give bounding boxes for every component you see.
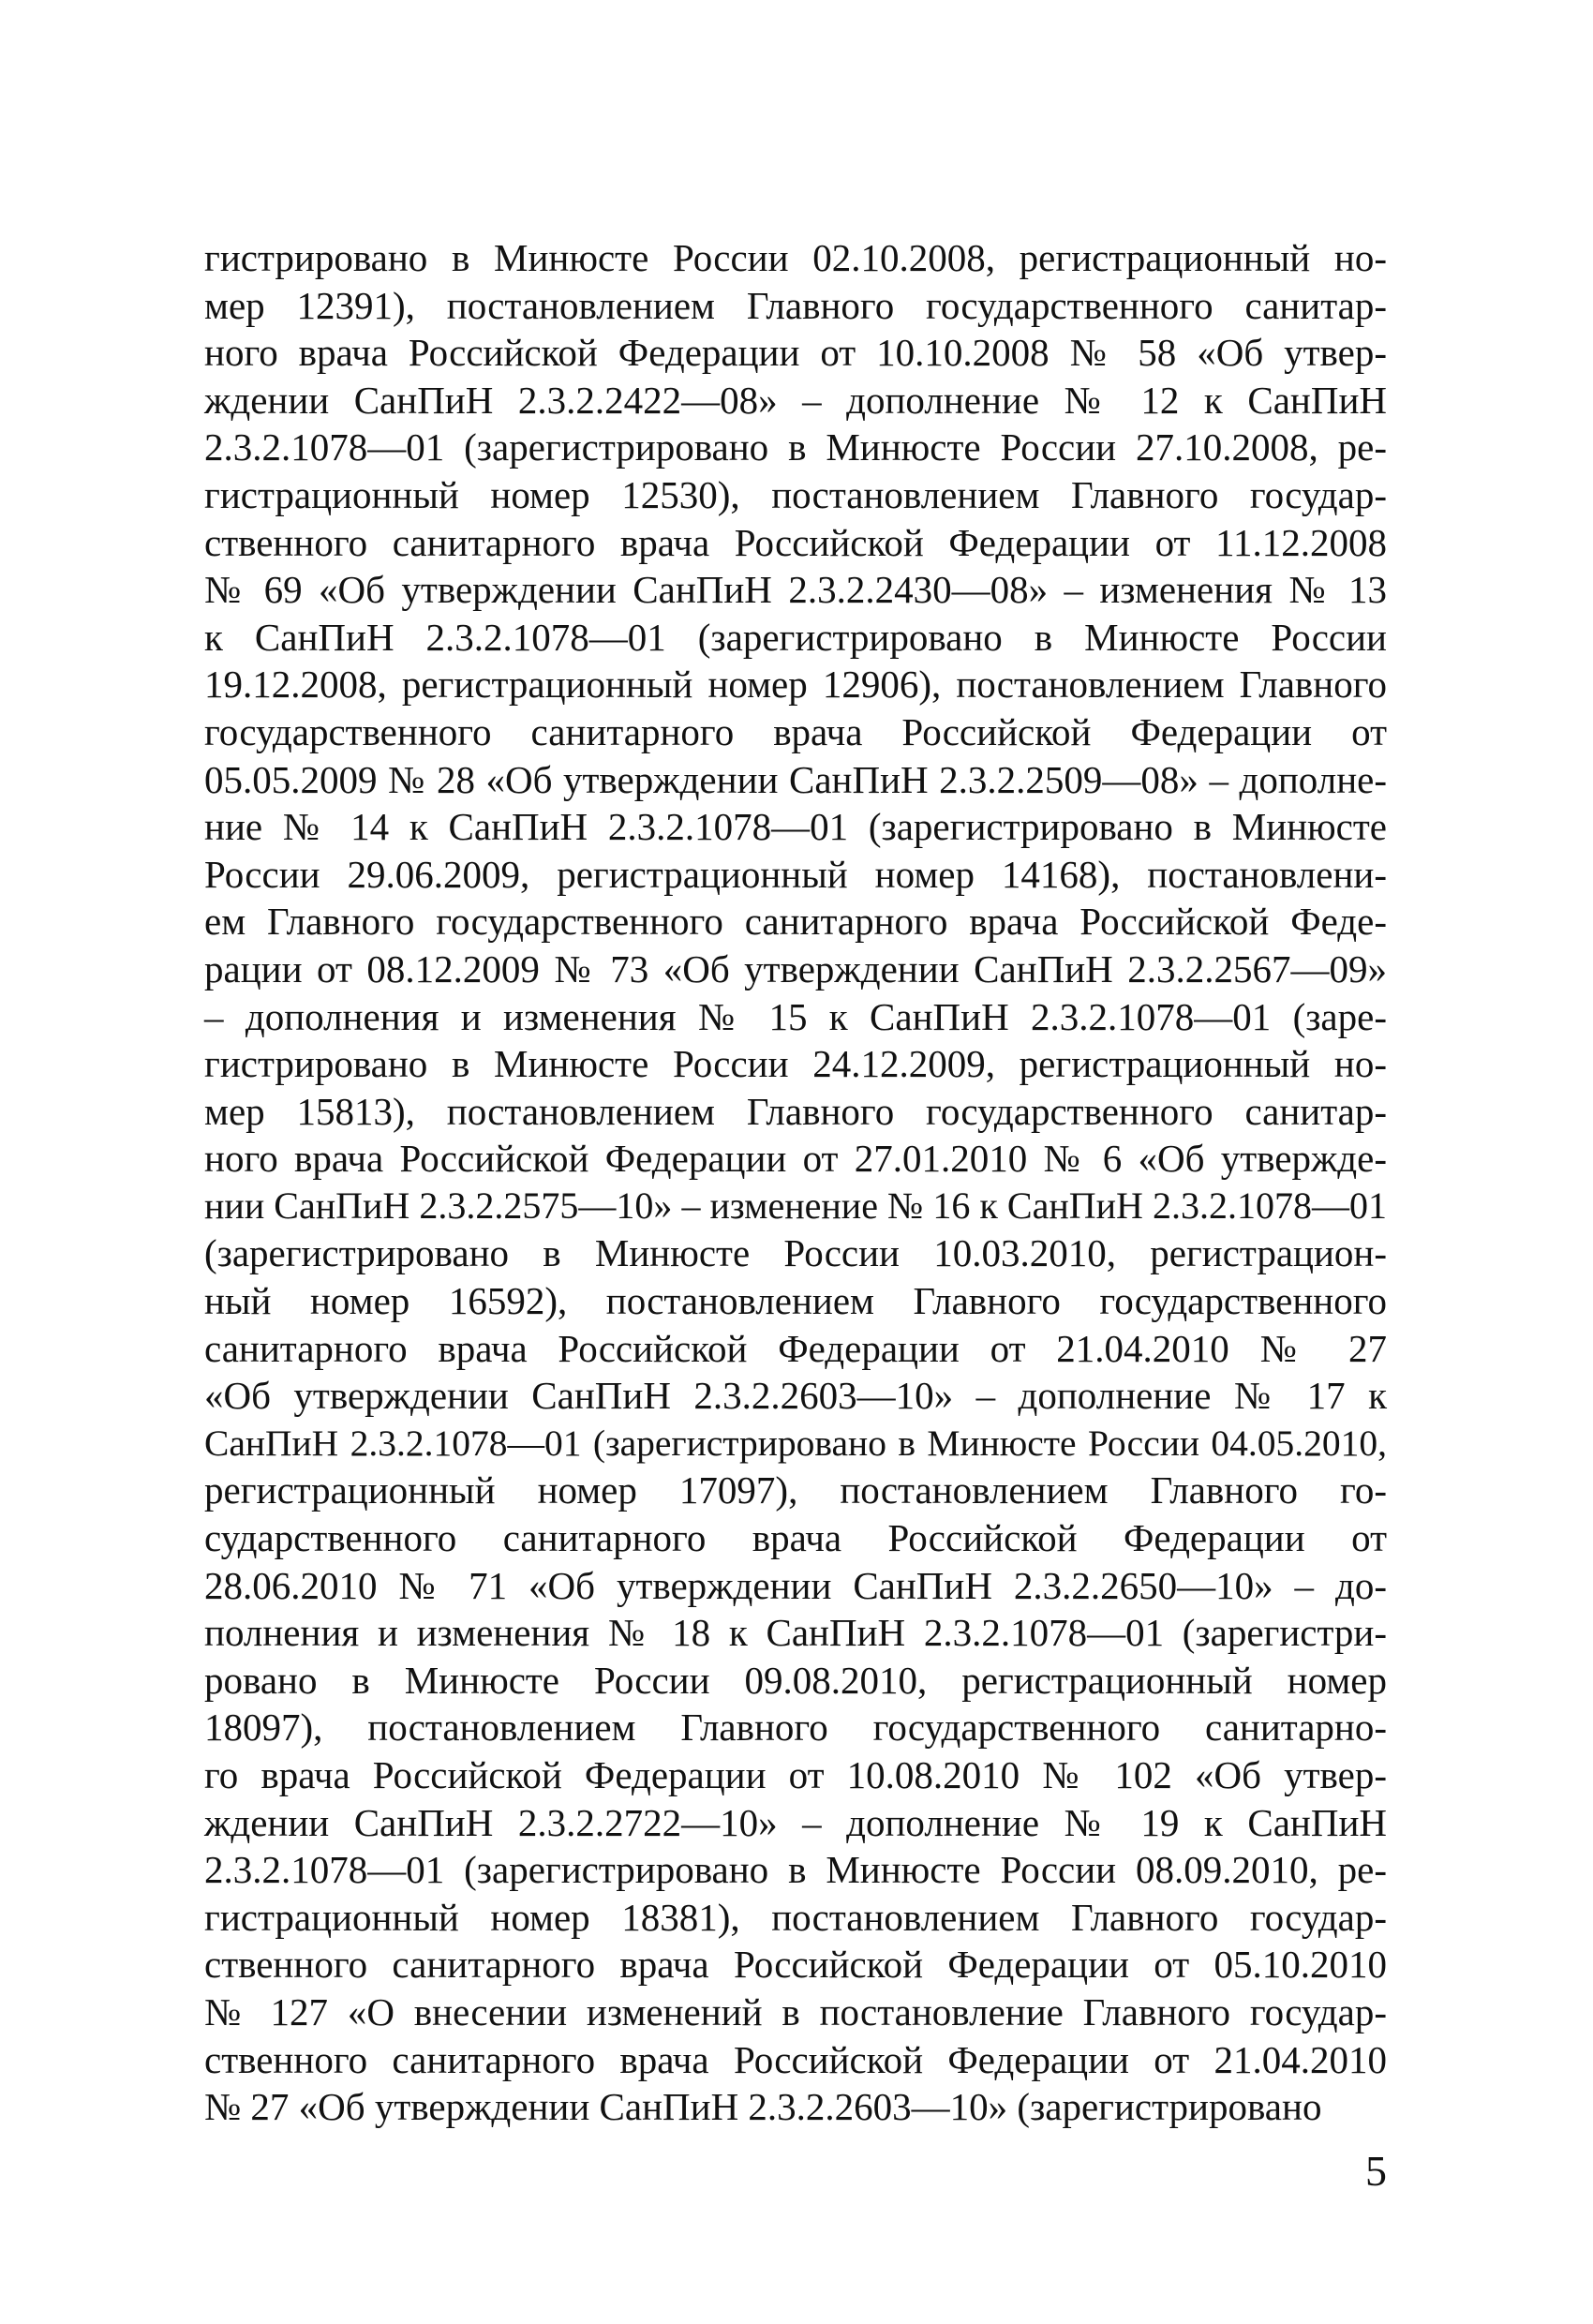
text-line-21: нии СанПиН 2.3.2.2575—10» – изменение № 16 к СанПиН 2.3.2.1078—01 xyxy=(204,1184,1387,1227)
text-line-15: ем Главного государственного санитарного врача Российской Феде- xyxy=(204,900,1387,944)
text-line-29: 28.06.2010 № 71 «Об утверждении СанПиН 2.3.2.2650—10» – до- xyxy=(204,1563,1387,1607)
text-line-14: России 29.06.2009, регистрационный номер 14168), постановлени- xyxy=(204,852,1387,896)
text-line-27: регистрационный номер 17097), постановлением Главного го- xyxy=(204,1468,1387,1512)
text-line-1: гистрировано в Минюсте России 02.10.2008, регистрационный но- xyxy=(204,236,1387,279)
text-line-6: гистрационный номер 12530), постановлением Главного государ- xyxy=(204,472,1387,516)
text-line-40: № 27 «Об утверждении СанПиН 2.3.2.2603—10» (зарегистрировано xyxy=(204,2085,1322,2129)
text-line-12: 05.05.2009 № 28 «Об утверждении СанПиН 2.3.2.2509—08» – дополне- xyxy=(204,757,1387,801)
text-line-8: № 69 «Об утверждении СанПиН 2.3.2.2430—08» – изменения № 13 xyxy=(204,568,1387,612)
text-line-2: мер 12391), постановлением Главного государственного санитар- xyxy=(204,283,1387,327)
text-line-32: 18097), постановлением Главного государственного санитарно- xyxy=(204,1706,1387,1750)
text-line-10: 19.12.2008, регистрационный номер 12906), постановлением Главного xyxy=(204,663,1387,707)
text-line-4: ждении СанПиН 2.3.2.2422—08» – дополнение № 12 к СанПиН xyxy=(204,378,1387,422)
text-line-5: 2.3.2.1078—01 (зарегистрировано в Минюсте России 27.10.2008, ре- xyxy=(204,425,1387,469)
text-line-34: ждении СанПиН 2.3.2.2722—10» – дополнение № 19 к СанПиН xyxy=(204,1800,1387,1844)
text-line-3: ного врача Российской Федерации от 10.10.2008 № 58 «Об утвер- xyxy=(204,331,1387,375)
text-line-13: ние № 14 к СанПиН 2.3.2.1078—01 (зарегистрировано в Минюсте xyxy=(204,805,1387,849)
text-line-31: ровано в Минюсте России 09.08.2010, регистрационный номер xyxy=(204,1658,1387,1702)
text-line-22: (зарегистрировано в Минюсте России 10.03.2010, регистрацион- xyxy=(204,1231,1387,1275)
text-line-11: государственного санитарного врача Российской Федерации от xyxy=(204,709,1387,753)
text-line-17: – дополнения и изменения № 15 к СанПиН 2.3.2.1078—01 (заре- xyxy=(204,994,1387,1038)
page-number: 5 xyxy=(1365,2147,1387,2195)
text-line-38: № 127 «О внесении изменений в постановление Главного государ- xyxy=(204,1989,1387,2034)
text-line-33: го врача Российской Федерации от 10.08.2010 № 102 «Об утвер- xyxy=(204,1753,1387,1796)
text-line-7: ственного санитарного врача Российской Федерации от 11.12.2008 xyxy=(204,520,1387,564)
text-line-9: к СанПиН 2.3.2.1078—01 (зарегистрировано в Минюсте России xyxy=(204,615,1387,659)
text-line-35: 2.3.2.1078—01 (зарегистрировано в Минюсте России 08.09.2010, ре- xyxy=(204,1848,1387,1892)
text-line-20: ного врача Российской Федерации от 27.01.2010 № 6 «Об утвержде- xyxy=(204,1137,1387,1181)
text-line-25: «Об утверждении СанПиН 2.3.2.2603—10» – дополнение № 17 к xyxy=(204,1374,1387,1418)
text-line-19: мер 15813), постановлением Главного государственного санитар- xyxy=(204,1089,1387,1133)
text-line-36: гистрационный номер 18381), постановлением Главного государ- xyxy=(204,1895,1387,1939)
text-line-24: санитарного врача Российской Федерации от 21.04.2010 № 27 xyxy=(204,1326,1387,1370)
text-line-39: ственного санитарного врача Российской Федерации от 21.04.2010 xyxy=(204,2037,1387,2081)
text-line-16: рации от 08.12.2009 № 73 «Об утверждении СанПиН 2.3.2.2567—09» xyxy=(204,946,1387,991)
body-text xyxy=(204,234,1387,2131)
text-line-37: ственного санитарного врача Российской Федерации от 05.10.2010 xyxy=(204,1943,1387,1987)
text-line-30: полнения и изменения № 18 к СанПиН 2.3.2.1078—01 (зарегистри- xyxy=(204,1611,1387,1655)
text-line-26: СанПиН 2.3.2.1078—01 (зарегистрировано в Минюсте России 04.05.2010, xyxy=(204,1422,1387,1464)
text-line-28: сударственного санитарного врача Российской Федерации от xyxy=(204,1516,1387,1560)
text-line-23: ный номер 16592), постановлением Главного государственного xyxy=(204,1279,1387,1323)
text-line-18: гистрировано в Минюсте России 24.12.2009, регистрационный но- xyxy=(204,1042,1387,1086)
